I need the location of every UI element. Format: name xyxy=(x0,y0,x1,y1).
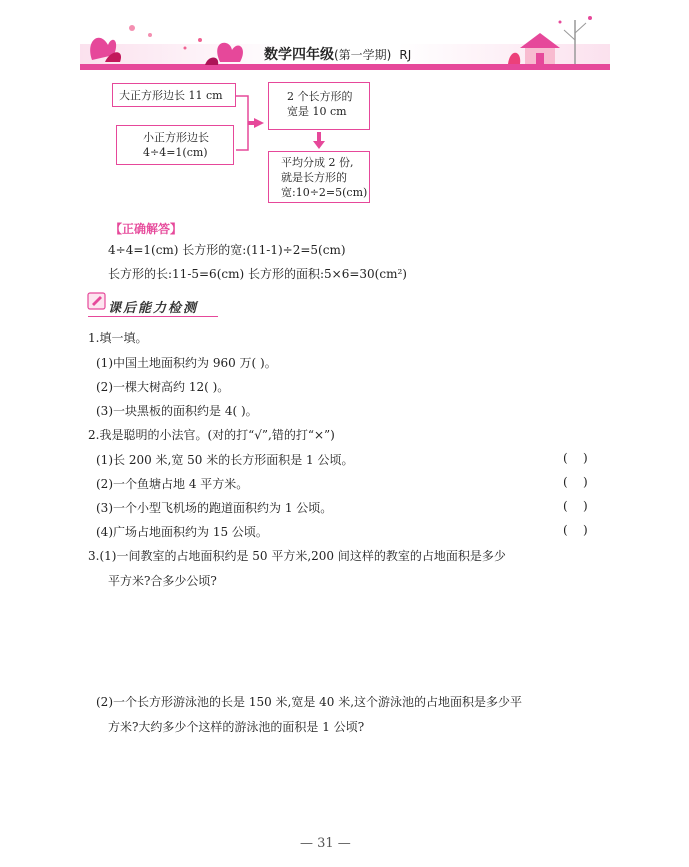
q1-item-3: (3)一块黑板的面积约是 4( )。 xyxy=(96,404,258,418)
flow-box-width-line2: 宽是 10 cm xyxy=(287,105,347,118)
flow-box-split-line2: 就是长方形的 xyxy=(281,171,347,184)
house-tree-decoration-icon xyxy=(500,8,610,68)
section-title: 课后能力检测 xyxy=(108,301,199,316)
flow-box-small-side-line1: 小正方形边长 xyxy=(143,131,209,144)
q1-item-1: (1)中国土地面积约为 960 万( )。 xyxy=(96,356,277,370)
down-arrow-icon xyxy=(313,132,325,150)
q2-item-2: (2)一个鱼塘占地 4 平方米。 xyxy=(96,477,249,491)
header-title-text: 数学四年级 xyxy=(264,47,334,63)
q3-part2-line2: 方米?大约多少个这样的游泳池的面积是 1 公顷? xyxy=(108,720,365,734)
flow-box-split-line3: 宽:10÷2=5(cm) xyxy=(281,186,368,199)
flow-box-small-side-line2: 4÷4=1(cm) xyxy=(143,146,208,159)
flow-bracket-connector xyxy=(236,92,270,156)
q2-item-1: (1)长 200 米,宽 50 米的长方形面积是 1 公顷。 xyxy=(96,453,354,467)
q3-part1-line1: 3.(1)一间教室的占地面积约是 50 平方米,200 间这样的教室的占地面积是多少 xyxy=(88,549,506,563)
q1-item-2: (2)一棵大树高约 12( )。 xyxy=(96,380,230,394)
answer-line-1: 4÷4=1(cm) 长方形的宽:(11-1)÷2=5(cm) xyxy=(108,243,346,257)
q2-answer-bracket-3[interactable]: ( ) xyxy=(563,499,588,513)
answer-title: 【正确解答】 xyxy=(110,222,183,236)
q3-part1-answer-space[interactable] xyxy=(108,594,608,684)
q2-item-3: (3)一个小型飞机场的跑道面积约为 1 公顷。 xyxy=(96,501,333,515)
section-underline xyxy=(88,316,218,317)
q2-answer-bracket-1[interactable]: ( ) xyxy=(563,451,588,465)
q2-answer-bracket-4[interactable]: ( ) xyxy=(563,523,588,537)
flow-box-split xyxy=(268,151,370,203)
q3-part2-line1: (2)一个长方形游泳池的长是 150 米,宽是 40 米,这个游泳池的占地面积是多少平 xyxy=(96,695,523,709)
header-title xyxy=(264,44,411,64)
flow-box-width xyxy=(268,82,370,130)
q3-part1-line2: 平方米?合多少公顷? xyxy=(108,574,217,588)
flow-box-big-side-text: 大正方形边长 11 cm xyxy=(119,89,223,102)
flow-box-big-side xyxy=(112,83,236,107)
page-header xyxy=(0,0,689,78)
floral-decoration-left-icon xyxy=(80,10,250,70)
q2-item-4: (4)广场占地面积约为 15 公顷。 xyxy=(96,525,268,539)
pencil-note-icon xyxy=(86,290,108,312)
q1-heading: 1.填一填。 xyxy=(88,331,148,345)
q3-part2-answer-space[interactable] xyxy=(108,740,608,820)
header-edition: RJ xyxy=(399,48,412,62)
answer-line-2: 长方形的长:11-5=6(cm) 长方形的面积:5×6=30(cm²) xyxy=(108,267,407,281)
q2-heading: 2.我是聪明的小法官。(对的打“√”,错的打“×”) xyxy=(88,428,335,442)
header-subtitle: (第一学期) xyxy=(334,48,392,62)
flow-box-small-side xyxy=(116,125,234,165)
page-number: — 31 — xyxy=(300,836,351,851)
q2-answer-bracket-2[interactable]: ( ) xyxy=(563,475,588,489)
flow-box-width-line1: 2 个长方形的 xyxy=(287,90,353,103)
flow-box-split-line1: 平均分成 2 份, xyxy=(281,156,354,169)
